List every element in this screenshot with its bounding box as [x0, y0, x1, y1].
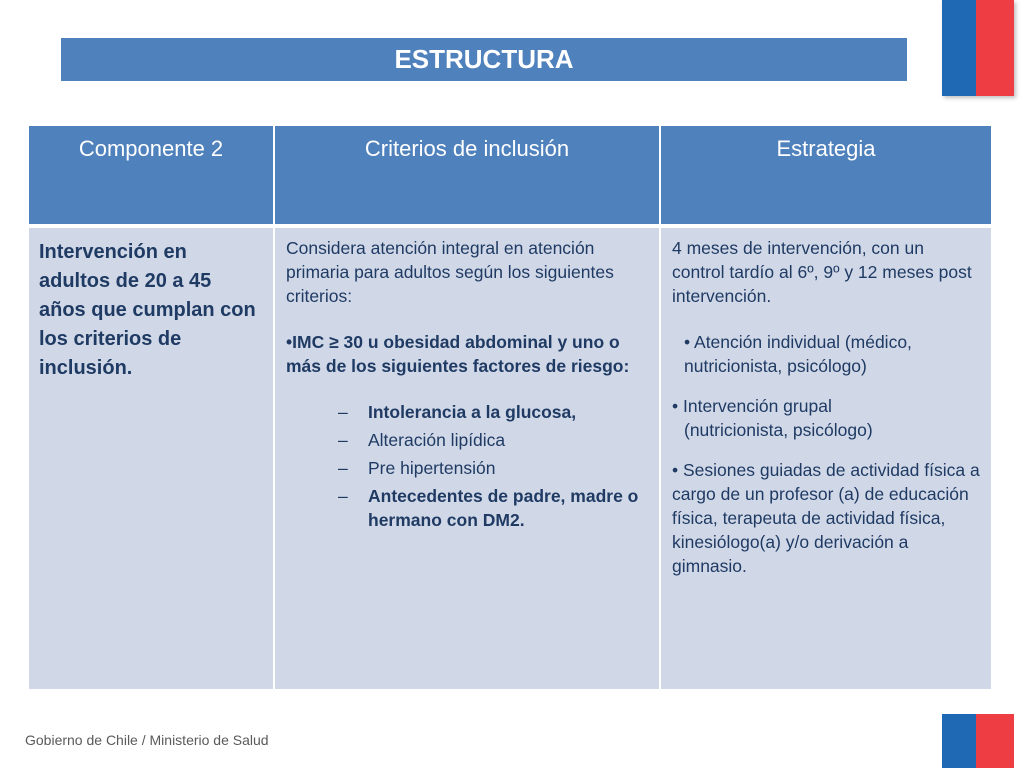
estrategia-bullet-individual: • Atención individual (médico, nutricionista, psicólogo)	[684, 332, 912, 376]
flag-blue-stripe	[942, 714, 976, 768]
risk-factor-item	[338, 484, 648, 532]
flag-red-stripe	[976, 714, 1014, 768]
risk-factor-item	[338, 428, 648, 452]
flag-red-stripe	[976, 0, 1014, 96]
cell-criterios	[274, 227, 660, 690]
slide-title: ESTRUCTURA	[61, 38, 907, 81]
header-componente: Componente 2	[28, 125, 274, 227]
risk-factor-list	[286, 400, 648, 532]
dash-marker: –	[338, 486, 348, 506]
criterios-intro: Considera atención integral en atención primaria para adultos según los siguientes criterios:	[286, 238, 614, 306]
estrategia-bullet-sesiones: • Sesiones guiadas de actividad física a cargo de un profesor (a) de educación física, terapeuta de actividad física, kinesiólogo(a) y/o derivación a gimnasio.	[672, 460, 980, 576]
risk-factor-item	[338, 400, 648, 424]
header-estrategia: Estrategia	[660, 125, 992, 227]
header-criterios: Criterios de inclusión	[274, 125, 660, 227]
risk-factor-item	[338, 456, 648, 480]
dash-marker: –	[338, 402, 348, 422]
cell-componente	[28, 227, 274, 690]
criterios-imc-bullet: •IMC ≥ 30 u obesidad abdominal y uno o más de los siguientes factores de riesgo:	[286, 332, 630, 376]
estrategia-bullet-grupal-cont: (nutricionista, psicólogo)	[684, 420, 873, 440]
dash-marker: –	[338, 458, 348, 478]
cell-estrategia	[660, 227, 992, 690]
chile-flag-logo-top	[942, 0, 1014, 96]
estrategia-intro: 4 meses de intervención, con un control tardío al 6º, 9º y 12 meses post intervención.	[672, 238, 972, 306]
risk-factor-label: Antecedentes de padre, madre o hermano con DM2.	[368, 486, 639, 530]
risk-factor-label: Intolerancia a la glucosa,	[368, 402, 577, 422]
flag-blue-stripe	[942, 0, 976, 96]
dash-marker: –	[338, 430, 348, 450]
footer-text: Gobierno de Chile / Ministerio de Salud	[25, 732, 269, 748]
estrategia-bullet-grupal: • Intervención grupal	[672, 396, 832, 416]
chile-flag-logo-bottom	[942, 714, 1014, 768]
componente-text: Intervención en adultos de 20 a 45 años que cumplan con los criterios de inclusión.	[39, 241, 256, 379]
risk-factor-label: Pre hipertensión	[368, 458, 496, 478]
structure-table	[28, 125, 992, 690]
risk-factor-label: Alteración lipídica	[368, 430, 506, 450]
